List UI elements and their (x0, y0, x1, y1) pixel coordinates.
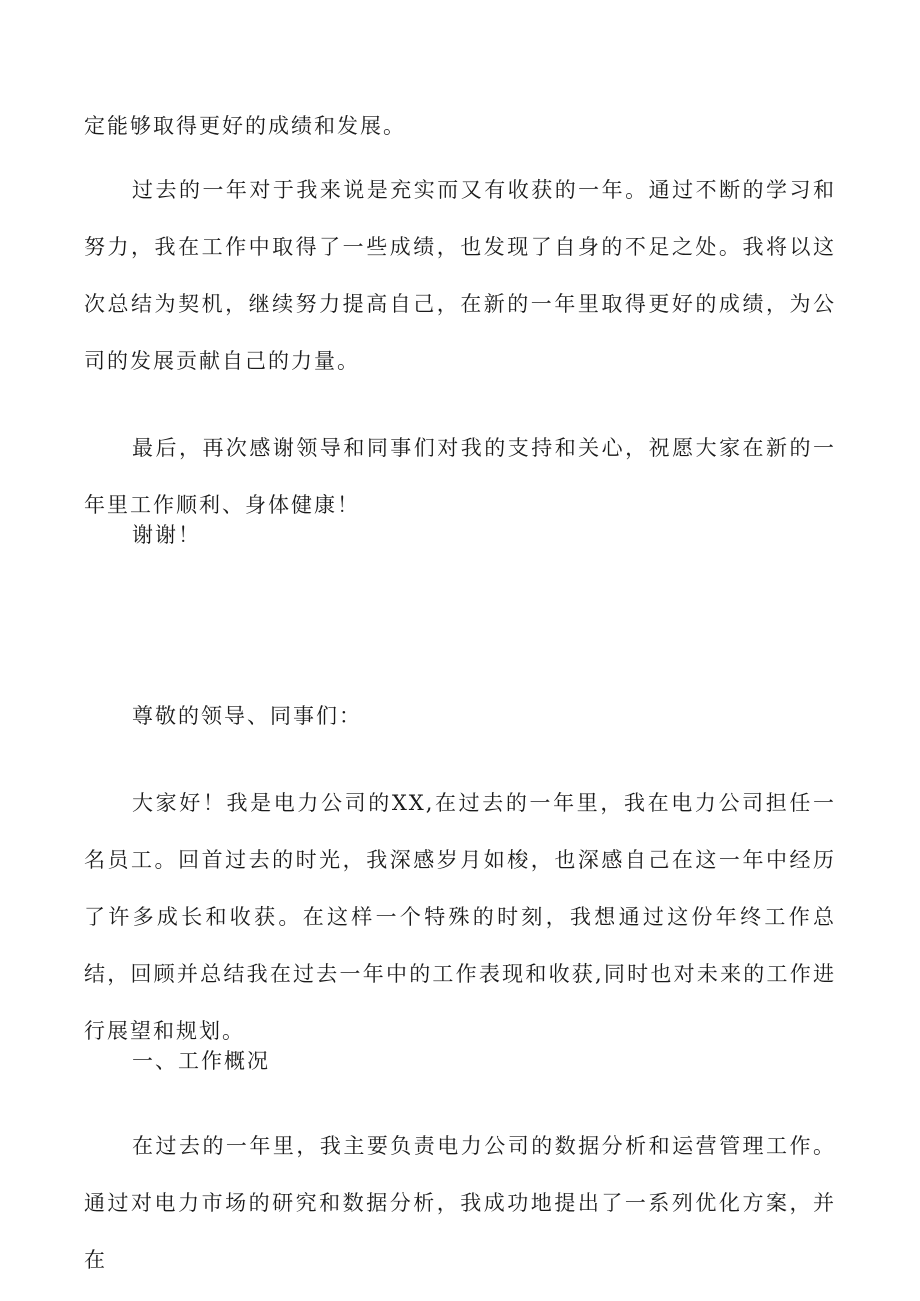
section-heading-work-overview: 一、工作概况 (132, 1049, 270, 1073)
paragraph-year-reflection: 过去的一年对于我来说是充实而又有收获的一年。通过不断的学习和努力，我在工作中取得了一些成绩，也发现了自身的不足之处。我将以这次总结为契机，继续努力提高自己，在新的一年里取得更好的成绩，为公司的发展贡献自己的力量。 (84, 178, 836, 373)
paragraph-thanks-wishes: 最后，再次感谢领导和同事们对我的支持和关心，祝愿大家在新的一年里工作顺利、身体健康！ (84, 436, 836, 517)
paragraph-continuation: 定能够取得更好的成绩和发展。 (84, 114, 406, 138)
paragraph-work-overview: 在过去的一年里，我主要负责电力公司的数据分析和运营管理工作。通过对电力市场的研究和数据分析，我成功地提出了一系列优化方案，并在 (84, 1134, 836, 1272)
paragraph-introduction: 大家好！我是电力公司的XX,在过去的一年里，我在电力公司担任一名员工。回首过去的时光，我深感岁月如梭，也深感自己在这一年中经历了许多成长和收获。在这样一个特殊的时刻，我想通过这份年终工作总结，回顾并总结我在过去一年中的工作表现和收获,同时也对未来的工作进行展望和规划。 (84, 791, 836, 1043)
paragraph-closing: 谢谢！ (132, 523, 201, 547)
paragraph-salutation: 尊敬的领导、同事们： (132, 704, 362, 728)
